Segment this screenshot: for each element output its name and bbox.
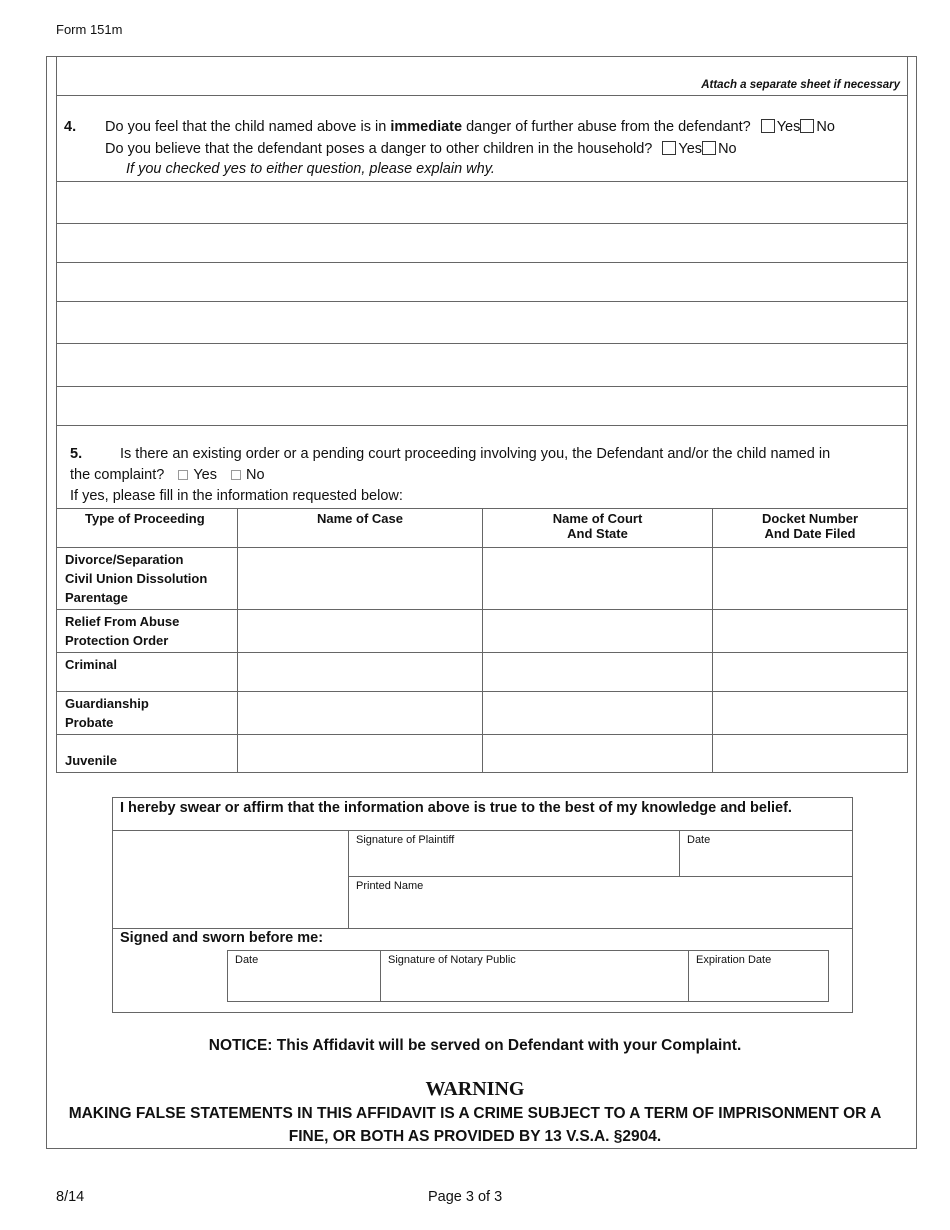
- proceeding-type: Guardianship Probate: [57, 692, 238, 735]
- no-label: No: [718, 141, 737, 157]
- answer-line[interactable]: [56, 262, 908, 263]
- q4-line1: Do you feel that the child named above is in immediate danger of further abuse from the defendant? Yes No: [105, 119, 835, 135]
- court-cell[interactable]: [483, 548, 713, 610]
- revision-date: 8/14: [56, 1189, 85, 1205]
- answer-line[interactable]: [56, 301, 908, 302]
- affirm-statement: I hereby swear or affirm that the information above is true to the best of my knowledge and belief.: [120, 800, 792, 816]
- yes-label: Yes: [776, 119, 801, 135]
- expiration-date-field[interactable]: Expiration Date: [688, 950, 829, 1002]
- docket-cell[interactable]: [713, 692, 908, 735]
- yes-label: Yes: [678, 141, 703, 157]
- case-name-cell[interactable]: [238, 735, 483, 773]
- notary-signature-field[interactable]: Signature of Notary Public: [380, 950, 689, 1002]
- q4a-yes-checkbox[interactable]: [761, 119, 775, 133]
- q5-no-checkbox[interactable]: [231, 470, 241, 480]
- table-row: [57, 653, 908, 692]
- answer-line[interactable]: [56, 223, 908, 224]
- docket-cell[interactable]: [713, 610, 908, 653]
- q5-number: 5.: [70, 446, 83, 462]
- proceeding-type: Divorce/Separation Civil Union Dissolution Parentage: [57, 548, 238, 610]
- case-name-cell[interactable]: [238, 692, 483, 735]
- form-number: Form 151m: [56, 22, 123, 37]
- court-cell[interactable]: [483, 692, 713, 735]
- q5-text-line1: Is there an existing order or a pending court proceeding involving you, the Defendant and/or the child named in: [120, 446, 831, 462]
- q5-text-line2: the complaint? Yes No: [70, 467, 265, 483]
- table-row: [57, 610, 908, 653]
- proceeding-type: Criminal: [57, 653, 238, 692]
- warning-line2: FINE, OR BOTH AS PROVIDED BY 13 V.S.A. §2904.: [288, 1128, 662, 1145]
- notary-date-field[interactable]: Date: [227, 950, 381, 1002]
- col-header: Type of Proceeding: [57, 509, 238, 548]
- proceeding-type: Juvenile: [57, 735, 238, 773]
- table-row: [57, 735, 908, 773]
- plaintiff-date-field[interactable]: Date: [679, 830, 853, 877]
- table-header-row: [57, 509, 908, 548]
- court-cell[interactable]: [483, 735, 713, 773]
- q4-explain: If you checked yes to either question, please explain why.: [126, 161, 495, 177]
- divider: [112, 928, 853, 929]
- proceedings-table: [56, 508, 908, 773]
- docket-cell[interactable]: [713, 735, 908, 773]
- answer-line[interactable]: [56, 386, 908, 387]
- q4a-no-checkbox[interactable]: [800, 119, 814, 133]
- notice: NOTICE: This Affidavit will be served on Defendant with your Complaint.: [208, 1037, 742, 1054]
- q4b-no-checkbox[interactable]: [702, 141, 716, 155]
- q4-number: 4.: [64, 119, 77, 135]
- answer-line[interactable]: [56, 425, 908, 426]
- warning-line1: MAKING FALSE STATEMENTS IN THIS AFFIDAVIT IS A CRIME SUBJECT TO A TERM OF IMPRISONMENT OR A: [68, 1105, 882, 1122]
- q5-yes-checkbox[interactable]: [178, 470, 188, 480]
- docket-cell[interactable]: [713, 548, 908, 610]
- attach-note: Attach a separate sheet if necessary: [701, 79, 900, 91]
- case-name-cell[interactable]: [238, 548, 483, 610]
- col-header: Name of Court And State: [483, 509, 713, 548]
- divider: [56, 95, 908, 96]
- q5-instruction: If yes, please fill in the information requested below:: [70, 488, 403, 504]
- court-cell[interactable]: [483, 610, 713, 653]
- q4b-yes-checkbox[interactable]: [662, 141, 676, 155]
- court-cell[interactable]: [483, 653, 713, 692]
- col-header: Docket Number And Date Filed: [713, 509, 908, 548]
- q4-line2: Do you believe that the defendant poses a danger to other children in the household? Yes No: [105, 141, 737, 157]
- answer-line[interactable]: [56, 343, 908, 344]
- col-header: Name of Case: [238, 509, 483, 548]
- case-name-cell[interactable]: [238, 610, 483, 653]
- table-row: [57, 548, 908, 610]
- sworn-before-label: Signed and sworn before me:: [120, 930, 324, 946]
- page-number: Page 3 of 3: [428, 1189, 503, 1205]
- proceeding-type: Relief From Abuse Protection Order: [57, 610, 238, 653]
- case-name-cell[interactable]: [238, 653, 483, 692]
- yes-label: Yes: [193, 467, 217, 483]
- table-row: [57, 692, 908, 735]
- warning-title: WARNING: [425, 1078, 525, 1100]
- no-label: No: [816, 119, 835, 135]
- no-label: No: [246, 467, 265, 483]
- plaintiff-signature-field[interactable]: Signature of Plaintiff: [348, 830, 680, 877]
- answer-line: [56, 181, 908, 182]
- printed-name-field[interactable]: Printed Name: [348, 876, 853, 929]
- docket-cell[interactable]: [713, 653, 908, 692]
